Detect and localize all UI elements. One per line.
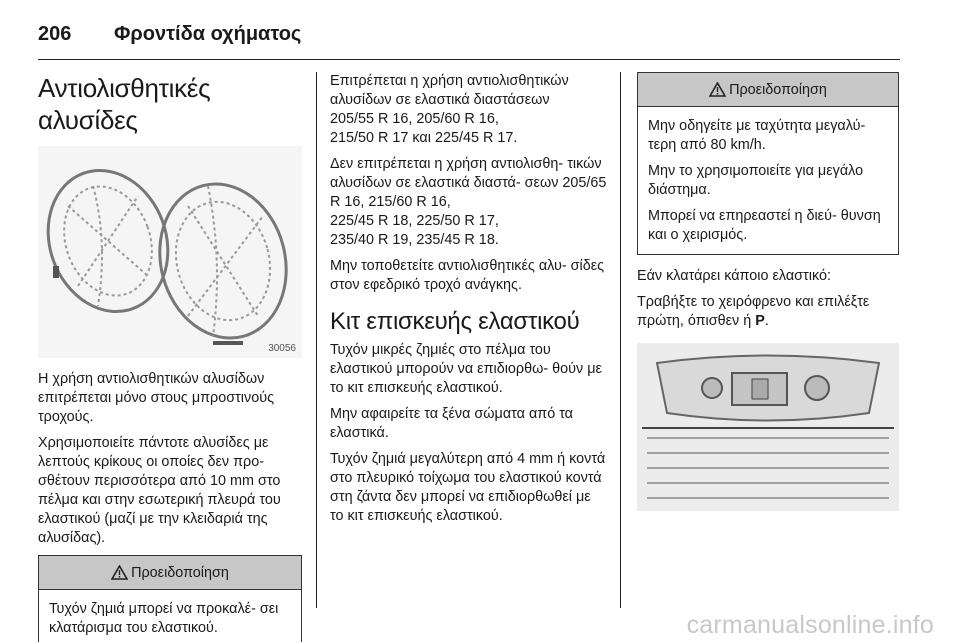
column-1	[38, 72, 302, 642]
warning-title: Προειδοποίηση	[729, 81, 827, 98]
warning-triangle-icon	[709, 82, 726, 97]
running-title: Φροντίδα οχήματος	[114, 22, 302, 45]
paragraph: Χρησιμοποιείτε πάντοτε αλυσίδες με λεπτούς κρίκους οι οποίες δεν προ- σθέτουν περισσότερα από 10 mm στο πέλμα και στην εσωτερική πλευρά του ελαστικού (μαζί με την κλειδαριά της αλυσίδας).	[38, 435, 281, 546]
column-divider	[620, 72, 621, 608]
header-divider	[38, 59, 900, 60]
gear-p-label: P	[755, 313, 765, 329]
paragraph: Εάν κλατάρει κάποιο ελαστικό:	[637, 268, 831, 284]
warning-title: Προειδοποίηση	[131, 564, 229, 581]
paragraph: Επιτρέπεται η χρήση αντιολισθητικών αλυσίδων σε ελαστικά διαστάσεων 205/55 R 16, 205/60 R 16, 215/50 R 17 και 225/45 R 17.	[330, 73, 569, 146]
warning-header	[39, 556, 301, 590]
trunk-repair-kit-illustration	[637, 343, 899, 511]
warning-box	[637, 72, 899, 255]
warning-text: Μπορεί να επηρεαστεί η διεύ- θυνση και ο χειρισμός.	[648, 208, 881, 243]
paragraph: Δεν επιτρέπεται η χρήση αντιολισθη- τικών αλυσίδων σε ελαστικά διαστά- σεων 205/65 R 16, 215/60 R 16, 225/45 R 18, 225/50 R 17, 235/40 R 19, 235/45 R 18.	[330, 156, 607, 248]
paragraph: Τυχόν ζημιά μεγαλύτερη από 4 mm ή κοντά στο πλευρικό τοίχωμα του ελαστικού κοντά στη ζάντα δεν μπορεί να επιδιορθωθεί με το κιτ επισκευής ελαστικού.	[330, 451, 606, 524]
section-heading-snow-chains: Αντιολισθητικές αλυσίδες	[38, 73, 211, 135]
warning-text: Μην οδηγείτε με ταχύτητα μεγαλύ- τερη από 80 km/h.	[648, 118, 866, 153]
paragraph: Τυχόν μικρές ζημιές στο πέλμα του ελαστικού μπορούν να επιδιορθω- θούν με το κιτ επισκευής ελαστικού.	[330, 342, 602, 396]
section-heading-tyre-repair-kit: Κιτ επισκευής ελαστικού	[330, 308, 580, 335]
paragraph-text: Τραβήξτε το χειρόφρενο και επιλέξτε πρώτη, όπισθεν ή	[637, 294, 870, 329]
page-header	[38, 14, 301, 54]
paragraph: Η χρήση αντιολισθητικών αλυσίδων επιτρέπεται μόνο στους μπροστινούς τροχούς.	[38, 371, 275, 425]
paragraph: Μην αφαιρείτε τα ξένα σώματα από τα ελαστικά.	[330, 406, 573, 441]
watermark: carmanualsonline.info	[686, 611, 934, 639]
paragraph-end: .	[764, 313, 769, 329]
column-divider	[316, 72, 317, 608]
warning-text: Μην το χρησιμοποιείτε για μεγάλο διάστημα.	[648, 163, 864, 198]
paragraph	[637, 293, 899, 331]
warning-text: Τυχόν ζημιά μπορεί να προκαλέ- σει κλατάρισμα του ελαστικού.	[49, 601, 279, 636]
warning-box	[38, 555, 302, 642]
column-2	[330, 72, 607, 533]
figure-id: 30056	[268, 343, 296, 354]
column-3	[637, 72, 899, 511]
warning-header	[638, 73, 898, 107]
warning-triangle-icon	[111, 565, 128, 580]
paragraph: Μην τοποθετείτε αντιολισθητικές αλυ- σίδες στον εφεδρικό τροχό ανάγκης.	[330, 258, 605, 293]
page-number: 206	[38, 22, 72, 45]
snow-chains-illustration	[38, 146, 302, 358]
